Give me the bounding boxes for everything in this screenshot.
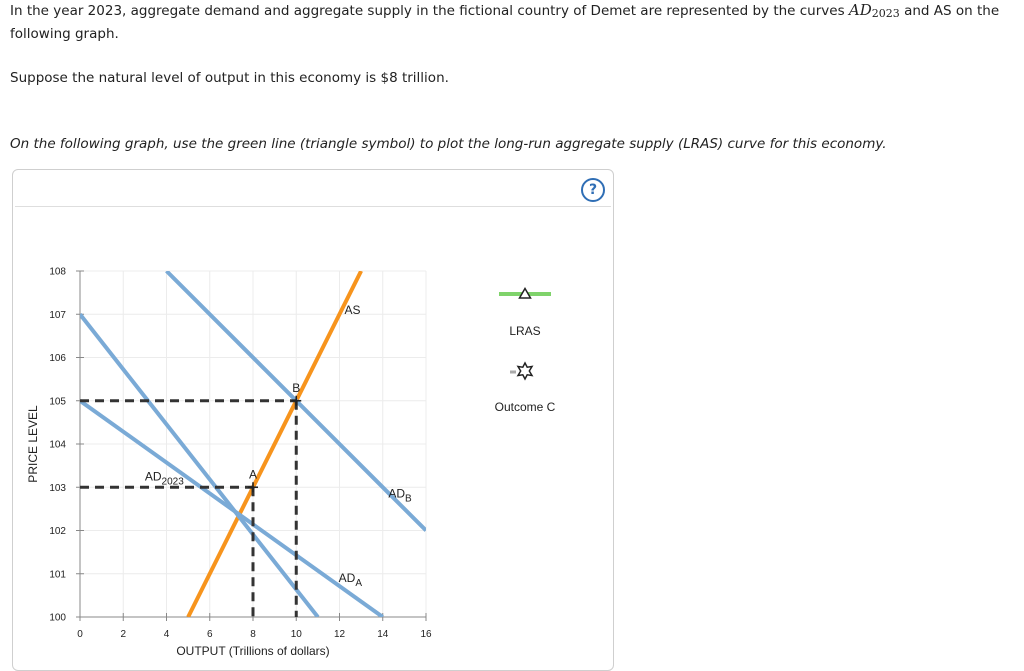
curve-label-as: AS — [344, 302, 361, 317]
curve-label-ad2023: $AD_{2023}$ — [144, 469, 184, 488]
y-tick-label: 100 — [49, 612, 66, 624]
star-point-icon — [518, 363, 532, 379]
x-tick-label: 6 — [206, 629, 213, 640]
x-axis-title: OUTPUT (Trillions of dollars) — [176, 644, 330, 658]
y-tick-label: 103 — [49, 482, 66, 494]
y-tick-label: 107 — [49, 309, 66, 321]
x-tick-label: 2 — [120, 629, 127, 640]
x-tick-label: 14 — [377, 629, 389, 640]
curve-label-adb: $AD_B$ — [388, 486, 412, 505]
y-tick-label: 106 — [49, 353, 66, 364]
intro-text-after: and AS on the following graph. — [10, 3, 1000, 42]
legend-item-outcome-c[interactable] — [495, 363, 556, 414]
ad-math-label: AD — [848, 1, 872, 19]
y-tick-label: 101 — [49, 569, 66, 581]
dashed-guides — [80, 401, 296, 617]
help-button[interactable]: ? — [581, 178, 605, 202]
instruction-text: On the following graph, use the green line (triangle symbol) to plot the long-run aggregate supply (LRAS) curve for this economy. — [10, 136, 887, 152]
natural-output-text: Suppose the natural level of output in this economy is $8 trillion. — [10, 70, 449, 86]
legend-item-lras[interactable] — [499, 289, 551, 339]
y-tick-label: 108 — [49, 266, 66, 278]
y-tick-label: 105 — [49, 396, 66, 408]
curve-label-ada: $AD_A$ — [338, 571, 362, 590]
intro-text-before: In the year 2023, aggregate demand and aggregate supply in the fictional country of Demet are represented by the curves — [10, 3, 849, 19]
y-tick-label: 102 — [49, 526, 66, 537]
point-label-a: A — [248, 467, 258, 482]
y-axis-title: PRICE LEVEL — [26, 405, 40, 483]
y-tick-label: 104 — [49, 439, 66, 451]
legend — [495, 289, 556, 415]
x-tick-label: 8 — [250, 629, 256, 640]
x-tick-label: 12 — [333, 629, 346, 640]
ad-math-subscript: 2023 — [871, 7, 900, 20]
legend-label-outcome-c: Outcome C — [494, 400, 556, 414]
x-tick-label: 16 — [420, 629, 432, 640]
series-line-ada[interactable] — [80, 401, 383, 617]
point-label-b: B — [292, 380, 301, 395]
series-line-ad2023[interactable] — [80, 314, 318, 617]
x-tick-label: 10 — [290, 629, 302, 640]
tick-labels — [49, 267, 432, 641]
x-tick-label: 4 — [163, 629, 170, 640]
x-tick-label: 0 — [77, 629, 83, 640]
legend-label-lras: LRAS — [509, 324, 541, 338]
